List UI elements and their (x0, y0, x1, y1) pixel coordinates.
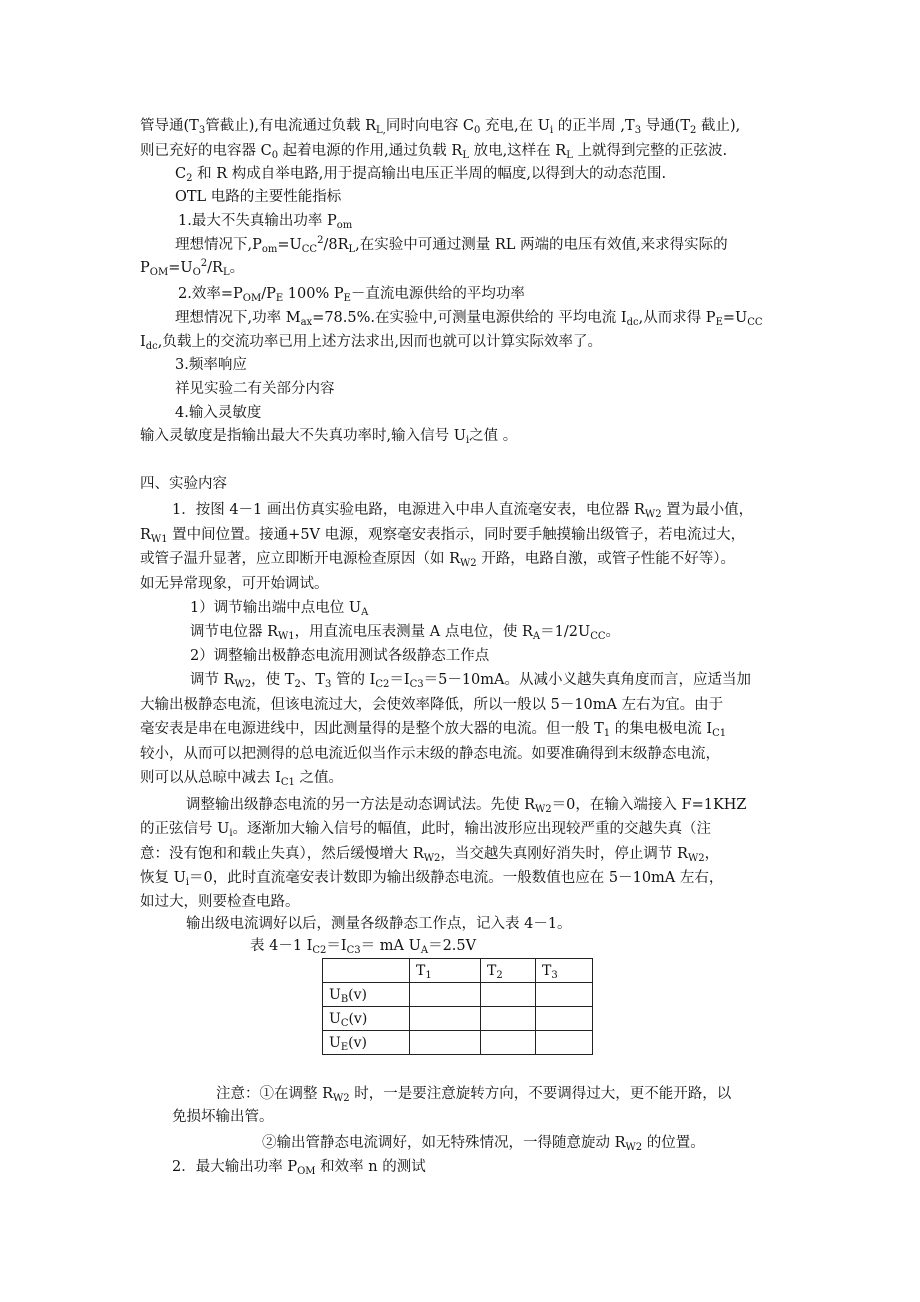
text-run: 时，一是要注意旋转方向，不要调得过大，更不能开路，以 (349, 1086, 732, 1102)
text-run: I (140, 334, 146, 350)
subscript: W1 (150, 534, 168, 545)
subscript: 3 (325, 679, 332, 690)
subscript: 0 (474, 125, 481, 136)
text-run: 输出级电流调好以后，测量各级静态工作点，记入表 4－1。 (186, 916, 572, 932)
subscript: A (420, 945, 429, 956)
subscript: 3 (551, 969, 558, 981)
subscript: 2 (186, 173, 193, 184)
table-row (323, 983, 593, 1007)
text-run: ,从而求得 P (638, 310, 716, 326)
section-heading (140, 474, 227, 496)
text-run: ， (704, 846, 720, 862)
text-run: 调节 R (190, 672, 235, 688)
text-run: 之值。 (294, 770, 343, 786)
text-run: 。 (605, 624, 620, 640)
text-run: 2．最大输出功率 P (172, 1159, 298, 1175)
text-run: U (329, 1010, 341, 1027)
table-cell (410, 1031, 481, 1055)
table-cell (481, 1007, 536, 1031)
subscript: L, (376, 125, 386, 136)
subscript: i (465, 435, 470, 446)
text-run: =U (722, 310, 748, 326)
text-run: 的正弦信号 U (140, 821, 230, 837)
text-run: ，当交越失真刚好消失时，停止调节 R (440, 846, 688, 862)
text-run: 则已充好的电容器 C (140, 143, 272, 159)
text-run: 注意：①在调整 R (216, 1086, 334, 1102)
text-run: (v) (348, 1010, 368, 1027)
subscript: C1 (712, 728, 727, 739)
text-run: (v) (348, 986, 368, 1003)
text-run: 1．按图 4－1 画出仿真实验电路，电源进入中串人直流毫安表，电位器 R (172, 502, 645, 518)
text-run: 如过大，则要检查电路。 (140, 894, 300, 910)
table-row-label (323, 983, 410, 1007)
subscript: i (185, 877, 190, 888)
text-run: ＝I (326, 938, 347, 954)
text-run: T (416, 962, 426, 979)
note-line (216, 1084, 731, 1106)
superscript: 2 (200, 258, 208, 269)
text-line (175, 235, 728, 257)
text-run: C (175, 166, 187, 182)
subscript: W2 (333, 1093, 350, 1104)
subscript: dc (626, 317, 639, 328)
text-line (140, 332, 602, 354)
text-run: 3.频率响应 (175, 357, 247, 373)
text-run: 充电,在 U (480, 118, 550, 134)
subscript: W2 (234, 679, 252, 690)
text-run: 上就得到完整的正弦波. (572, 143, 728, 159)
text-run: 管导通(T (140, 118, 199, 134)
table-cell (481, 1031, 536, 1055)
subscript: E (275, 293, 284, 304)
subscript: C3 (346, 945, 361, 956)
text-run: 2）调整输出极静态电流用测试各级静态工作点 (190, 648, 490, 664)
text-run: ，用直流电压表测量 A 点电位，使 R (294, 624, 533, 640)
text-run: 起着电源的作用,通过负载 R (278, 143, 463, 159)
text-run: 调整输出级静态电流的另一方法是动态调试法。先使 R (186, 797, 536, 813)
text-line (140, 116, 740, 138)
table-cell (410, 1007, 481, 1031)
table-cell (536, 983, 593, 1007)
text-line (190, 622, 620, 644)
subscript: ax (300, 317, 313, 328)
text-run: /P (261, 286, 276, 302)
text-run: 理想情况下,功率 M (175, 310, 301, 326)
subscript: W2 (644, 509, 662, 520)
text-run: 和效率 n 的测试 (315, 1159, 426, 1175)
text-run: =U (277, 237, 302, 253)
text-run: /R (207, 260, 223, 276)
section-heading (175, 187, 341, 209)
text-run: 开路，电路自激，或管子性能不好等）。 (476, 551, 736, 567)
text-line (186, 795, 747, 817)
text-run: ,负载上的交流功率已用上述方法求出,因而也就可以计算实际效率了。 (157, 334, 602, 350)
text-run: 大输出极静态电流，但该电流过大，会使效率降低，所以一般以 5－10mA 左右为宜。由于 (140, 697, 724, 713)
subscript: om (336, 220, 353, 231)
text-run: R (140, 527, 151, 543)
text-run: 置为最小值， (661, 502, 754, 518)
text-run: 。 (229, 260, 245, 276)
text-run: /8R (323, 237, 349, 253)
text-run: ＝5－10mA。从减小义越失真角度而言，应适当加 (423, 672, 751, 688)
text-run: 毫安表是串在电源进线中，因此测量得的是整个放大器的电流。但一般 T (140, 721, 604, 737)
subscript: A (361, 607, 369, 618)
text-run: 较小，从而可以把测得的总电流近似当作示末级的静态电流。如要准确得到末级静态电流， (140, 746, 720, 762)
subscript: CC (747, 317, 763, 328)
text-run: =78.5%.在实验中,可测量电源供给的 平均电流 I (312, 310, 627, 326)
subscript: 3 (634, 125, 642, 136)
text-line (140, 719, 726, 741)
table-cell (536, 1007, 593, 1031)
subscript: E (340, 1041, 349, 1053)
text-run: ＝1/2U (540, 624, 591, 640)
text-run: 或管子温升显著，应立即断开电源检查原因（如 R (140, 551, 461, 567)
text-line (140, 844, 719, 866)
text-run: ,在实验中可通过测量 RL 两端的电压有效值,来求得实际的 (355, 237, 728, 253)
text-run: ＝I (389, 672, 410, 688)
text-line (186, 914, 572, 936)
subscript: 1 (425, 969, 432, 981)
subscript: 2 (690, 125, 697, 136)
subscript: C2 (375, 679, 390, 690)
text-run: 则可以从总晾中减去 I (140, 770, 281, 786)
subscript: W2 (687, 853, 705, 864)
note-line (172, 1107, 274, 1129)
static-operating-point-table (322, 958, 593, 1055)
table-row (323, 1031, 593, 1055)
subscript: W2 (460, 558, 477, 569)
subscript: 2 (496, 969, 503, 981)
superscript: 2 (317, 235, 324, 246)
table-cell (536, 1031, 593, 1055)
text-run: U (329, 1034, 341, 1051)
text-run: 同时向电容 C (385, 118, 475, 134)
table-caption (250, 936, 476, 958)
text-run: ，使 T (251, 672, 295, 688)
subsection-heading (172, 1157, 426, 1179)
text-run: 恢复 U (140, 870, 186, 886)
subscript: L (348, 244, 356, 255)
subscript: OM (242, 293, 262, 304)
subscript: W2 (625, 1142, 643, 1153)
note-line (262, 1133, 705, 1155)
table-row (323, 1007, 593, 1031)
subsection-heading (178, 284, 525, 306)
text-line (140, 141, 727, 163)
text-run: ②输出管静态电流调好，如无特殊情况，一得随意旋动 R (262, 1135, 626, 1151)
text-run: 的集电极电流 I (610, 721, 713, 737)
subscript: OM (149, 267, 169, 278)
text-line (140, 768, 343, 790)
subscript: 0 (271, 150, 279, 161)
text-run: T (487, 962, 497, 979)
subscript: O (192, 267, 201, 278)
text-run: ＝ mA U (360, 938, 421, 954)
subscript: L (566, 150, 573, 161)
subscript: W2 (423, 853, 441, 864)
subscript: C1 (280, 777, 295, 788)
text-run: 100% P (283, 286, 344, 302)
text-run: 如无异常现象，可开始调试。 (140, 576, 329, 592)
text-line (175, 379, 335, 401)
table-cell (323, 959, 410, 983)
text-run: －直流电源供给的平均功率 (350, 286, 525, 302)
text-run: =U (168, 260, 193, 276)
text-run: 导通(T (641, 118, 690, 134)
text-run: P (140, 260, 150, 276)
text-line (140, 258, 244, 280)
text-run: 和 R 构成自举电路,用于提高输出电压正半周的幅度,以得到大的动态范围. (192, 166, 667, 182)
text-run: 置中间位置。接通+5V 电源，观察毫安表指示，同时要手触摸输出级管子，若电流过大， (167, 527, 746, 543)
text-run: 四、实验内容 (140, 476, 227, 492)
subscript: L (222, 267, 230, 278)
text-run: 之值 。 (469, 428, 518, 444)
text-line (140, 426, 517, 448)
subsection-heading (175, 403, 261, 425)
subscript: B (340, 993, 349, 1005)
text-run: (v) (348, 1034, 367, 1051)
text-run: ＝0，在输入端接入 F=1KHZ (551, 797, 747, 813)
text-run: 的位置。 (642, 1135, 705, 1151)
table-header-cell (536, 959, 593, 983)
text-run: 祥见实验二有关部分内容 (175, 381, 335, 397)
text-run: 调节电位器 R (190, 624, 279, 640)
subscript: W2 (535, 804, 552, 815)
table-header-cell (410, 959, 481, 983)
subscript: 1 (603, 728, 611, 739)
subscript: dc (145, 341, 158, 352)
text-line (140, 549, 735, 571)
table-cell (481, 983, 536, 1007)
table-header-cell (481, 959, 536, 983)
table-cell (410, 983, 481, 1007)
subscript: 3 (198, 125, 206, 136)
subscript: E (343, 293, 351, 304)
text-run: ＝2.5V (428, 938, 477, 954)
text-run: 管截止),有电流通过负载 R (205, 118, 376, 134)
subscript: i (549, 125, 554, 136)
subscript: C2 (312, 945, 327, 956)
subsection-heading (190, 598, 368, 620)
table-row-label (323, 1031, 410, 1055)
text-run: 免损坏输出管。 (172, 1109, 274, 1125)
subscript: W1 (278, 631, 295, 642)
text-run: OTL 电路的主要性能指标 (175, 189, 342, 205)
text-run: 1.最大不失真输出功率 P (178, 213, 337, 229)
text-line (140, 868, 723, 890)
text-run: T (542, 962, 552, 979)
table-row-label (323, 1007, 410, 1031)
text-run: 。逐渐加大输入信号的幅值，此时，输出波形应出现较严重的交越失真（注 (232, 821, 712, 837)
subscript: E (715, 317, 723, 328)
subscript: C3 (409, 679, 424, 690)
text-line (140, 892, 300, 914)
text-run: 理想情况下,P (175, 237, 262, 253)
text-line (172, 500, 753, 522)
text-line (175, 308, 763, 330)
text-line (140, 744, 720, 766)
text-run: U (329, 986, 341, 1003)
subsection-heading (175, 355, 247, 377)
text-run: 截止), (696, 118, 741, 134)
text-run: 1）调节输出端中点电位 U (190, 600, 362, 616)
text-line (140, 525, 745, 547)
subscript: 2 (294, 679, 301, 690)
text-run: 4.输入灵敏度 (175, 405, 262, 421)
text-line (140, 695, 723, 717)
subscript: om (261, 244, 278, 255)
text-run: ＝0，此时直流毫安表计数即为输出级静态电流。一般数值也应在 5－10mA 左右， (189, 870, 724, 886)
text-run: 、T (300, 672, 325, 688)
text-line (140, 574, 329, 596)
subscript: CC (590, 631, 606, 642)
text-run: 的正半周 ,T (553, 118, 635, 134)
text-run: 输入灵敏度是指输出最大不失真功率时,输入信号 U (140, 428, 466, 444)
subscript: C (340, 1017, 349, 1029)
text-line (175, 164, 666, 186)
text-run: 意：没有饱和和载止失真），然后缓慢增大 R (140, 846, 424, 862)
text-run: 放电,这样在 R (468, 143, 567, 159)
text-run: 表 4－1 I (250, 938, 313, 954)
text-line (140, 819, 711, 841)
text-run: 2.效率=P (178, 286, 243, 302)
subscript: CC (301, 244, 318, 255)
subsection-heading (190, 646, 489, 668)
subscript: L (462, 150, 469, 161)
text-line (190, 670, 751, 692)
subscript: A (532, 631, 541, 642)
subsection-heading (178, 211, 352, 233)
text-run: 管的 I (331, 672, 376, 688)
subscript: OM (297, 1166, 316, 1177)
subscript: i (229, 828, 233, 839)
table-header-row (323, 959, 593, 983)
